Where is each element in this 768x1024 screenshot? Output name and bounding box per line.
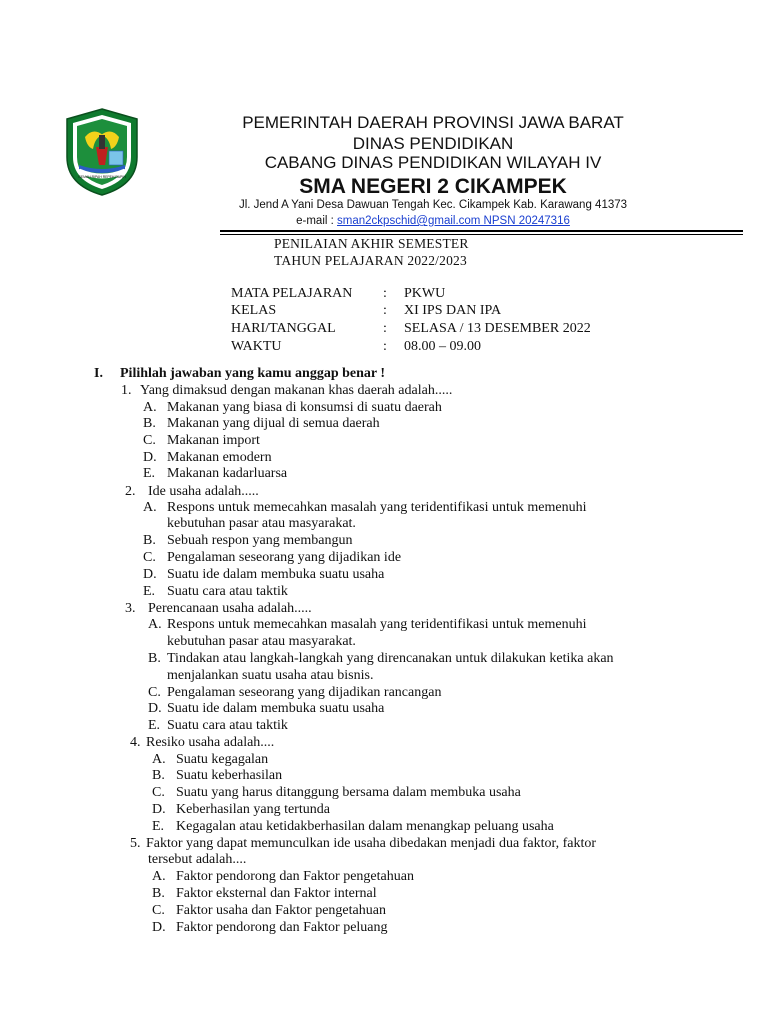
option-text: Makanan yang dijual di semua daerah	[167, 416, 380, 431]
option-text: Makanan import	[167, 433, 260, 448]
info-sep: :	[383, 286, 387, 301]
option-letter: C.	[143, 550, 156, 565]
option-letter: A.	[143, 500, 157, 515]
option-text: Suatu yang harus ditanggung bersama dalam membuka usaha	[176, 785, 521, 800]
info-value-subject: PKWU	[404, 286, 446, 301]
question-text: Resiko usaha adalah....	[146, 735, 275, 750]
logo-motto: GEMAH RIPAH REPEH RAPIH	[78, 175, 126, 179]
info-value-class: XI IPS DAN IPA	[404, 303, 502, 318]
option-letter: A.	[148, 617, 162, 632]
option-text: Suatu cara atau taktik	[167, 718, 288, 733]
email-label: e-mail :	[296, 215, 338, 227]
section-title: Pilihlah jawaban yang kamu anggap benar !	[120, 366, 386, 381]
option-letter: A.	[152, 869, 166, 884]
info-label-subject: MATA PELAJARAN	[231, 286, 353, 301]
option-letter: C.	[152, 785, 165, 800]
option-text: Makanan kadarluarsa	[167, 466, 288, 481]
info-value-date: SELASA / 13 DESEMBER 2022	[404, 321, 591, 336]
option-text: Tindakan atau langkah-langkah yang direncanakan untuk dilakukan ketika akan	[167, 651, 614, 666]
option-text: Faktor pendorong dan Faktor peluang	[176, 920, 388, 935]
question-number: 5.	[130, 836, 141, 851]
option-text: Faktor usaha dan Faktor pengetahuan	[176, 903, 386, 918]
option-letter: E.	[148, 718, 161, 733]
info-label-date: HARI/TANGGAL	[231, 321, 336, 336]
question-text: Perencanaan usaha adalah.....	[148, 601, 312, 616]
option-text: Suatu cara atau taktik	[167, 584, 288, 599]
info-sep: :	[383, 339, 387, 354]
option-letter: B.	[143, 416, 156, 431]
option-letter: B.	[152, 768, 165, 783]
header-line-agency: DINAS PENDIDIKAN	[352, 134, 514, 153]
header-line-branch: CABANG DINAS PENDIDIKAN WILAYAH IV	[264, 153, 602, 172]
option-letter: D.	[152, 802, 166, 817]
option-letter: C.	[143, 433, 156, 448]
option-letter: E.	[152, 819, 165, 834]
school-address: Jl. Jend A Yani Desa Dawuan Tengah Kec. Cikampek Kab. Karawang 41373	[238, 199, 628, 211]
option-letter: B.	[152, 886, 165, 901]
school-name: SMA NEGERI 2 CIKAMPEK	[299, 175, 567, 198]
info-sep: :	[383, 321, 387, 336]
option-letter: D.	[143, 567, 157, 582]
option-text: Suatu kegagalan	[176, 752, 269, 767]
option-letter: A.	[152, 752, 166, 767]
question-text: Yang dimaksud dengan makanan khas daerah adalah.....	[140, 383, 453, 398]
question-text: Faktor yang dapat memunculkan ide usaha dibedakan menjadi dua faktor, faktor	[146, 836, 597, 851]
option-text: Pengalaman seseorang yang dijadikan ide	[167, 550, 402, 565]
option-text: Makanan yang biasa di konsumsi di suatu daerah	[167, 400, 442, 415]
option-text: Keberhasilan yang tertunda	[176, 802, 330, 817]
option-letter: E.	[143, 584, 156, 599]
option-letter: B.	[143, 533, 156, 548]
option-text-continuation: kebutuhan pasar atau masyarakat.	[167, 516, 356, 531]
option-text-continuation: menjalankan suatu usaha atau bisnis.	[167, 668, 374, 683]
option-text: Suatu ide dalam membuka suatu usaha	[167, 567, 385, 582]
option-letter: B.	[148, 651, 161, 666]
question-number: 3.	[125, 601, 136, 616]
option-text: Makanan emodern	[167, 450, 272, 465]
academic-year: TAHUN PELAJARAN 2022/2023	[274, 253, 467, 268]
option-text: Suatu keberhasilan	[176, 768, 283, 783]
option-letter: A.	[143, 400, 157, 415]
option-text-continuation: kebutuhan pasar atau masyarakat.	[167, 634, 356, 649]
option-letter: C.	[152, 903, 165, 918]
option-letter: C.	[148, 685, 161, 700]
exam-title: PENILAIAN AKHIR SEMESTER	[274, 236, 469, 251]
header-divider-thick	[220, 230, 743, 232]
option-letter: E.	[143, 466, 156, 481]
option-text: Faktor pendorong dan Faktor pengetahuan	[176, 869, 414, 884]
option-text: Faktor eksternal dan Faktor internal	[176, 886, 377, 901]
question-text: Ide usaha adalah.....	[148, 484, 259, 499]
question-number: 4.	[130, 735, 141, 750]
question-number: 1.	[121, 383, 132, 398]
question-number: 2.	[125, 484, 136, 499]
option-text: Respons untuk memecahkan masalah yang teridentifikasi untuk memenuhi	[167, 500, 587, 515]
option-letter: D.	[152, 920, 166, 935]
option-text: Respons untuk memecahkan masalah yang teridentifikasi untuk memenuhi	[167, 617, 587, 632]
option-text: Suatu ide dalam membuka suatu usaha	[167, 701, 385, 716]
option-text: Kegagalan atau ketidakberhasilan dalam menangkap peluang usaha	[176, 819, 554, 834]
info-value-time: 08.00 – 09.00	[404, 339, 481, 354]
option-letter: D.	[143, 450, 157, 465]
header-divider-thin	[220, 234, 743, 235]
question-text-continuation: tersebut adalah....	[148, 852, 247, 867]
option-letter: D.	[148, 701, 162, 716]
email-link[interactable]: sman2ckpschid@gmail.com NPSN 20247316	[337, 215, 570, 227]
info-label-class: KELAS	[231, 303, 277, 318]
option-text: Sebuah respon yang membangun	[167, 533, 353, 548]
header-line-government: PEMERINTAH DAERAH PROVINSI JAWA BARAT	[242, 113, 624, 132]
option-text: Pengalaman seseorang yang dijadikan rancangan	[167, 685, 442, 700]
contact-line	[0, 215, 768, 227]
info-sep: :	[383, 303, 387, 318]
info-label-time: WAKTU	[231, 339, 282, 354]
section-number: I.	[94, 366, 103, 381]
